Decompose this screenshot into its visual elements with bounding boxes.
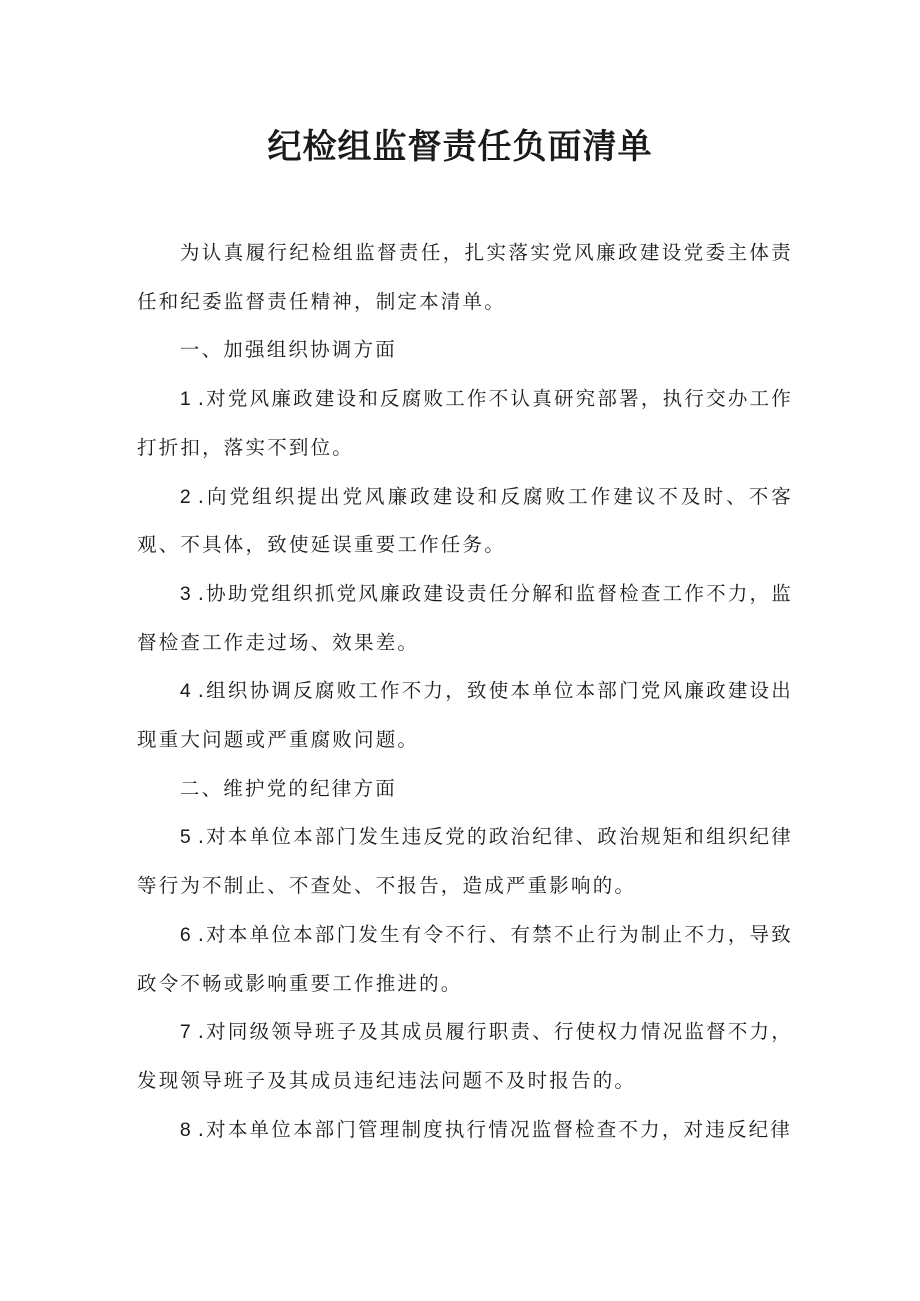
section-heading-2: 二、维护党的纪律方面 bbox=[179, 776, 397, 800]
item-text: .协助党组织抓党风廉政建设责任分解和监督检查工作不力，监督检查工作走过场、效果差。 bbox=[137, 581, 793, 654]
list-item bbox=[137, 570, 793, 667]
item-text: .组织协调反腐败工作不力，致使本单位本部门党风廉政建设出现重大问题或严重腐败问题。 bbox=[137, 679, 793, 752]
list-item bbox=[137, 473, 793, 570]
list-item bbox=[137, 1008, 793, 1105]
document-body bbox=[137, 229, 793, 1154]
item-text: .向党组织提出党风廉政建设和反腐败工作建议不及时、不客观、不具体，致使延误重要工作任务。 bbox=[137, 484, 793, 557]
item-number: 8 bbox=[179, 1118, 192, 1141]
list-item bbox=[137, 1106, 793, 1155]
item-number: 4 bbox=[179, 680, 192, 703]
item-number: 3 bbox=[179, 582, 192, 605]
list-item bbox=[137, 667, 793, 764]
item-number: 7 bbox=[179, 1021, 192, 1044]
section-heading-1: 一、加强组织协调方面 bbox=[179, 338, 397, 362]
item-text: .对本单位本部门发生有令不行、有禁不止行为制止不力，导致政令不畅或影响重要工作推进的。 bbox=[137, 922, 793, 995]
list-item bbox=[137, 375, 793, 472]
item-text: .对本单位本部门管理制度执行情况监督检查不力，对违反纪律 bbox=[197, 1117, 793, 1141]
item-number: 5 bbox=[179, 826, 192, 849]
list-item bbox=[137, 911, 793, 1008]
item-text: .对党风廉政建设和反腐败工作不认真研究部署，执行交办工作打折扣，落实不到位。 bbox=[137, 387, 793, 459]
item-number: 2 bbox=[179, 485, 192, 508]
list-item bbox=[137, 813, 793, 910]
item-number: 1 bbox=[179, 388, 192, 411]
page-title: 纪检组监督责任负面清单 bbox=[267, 127, 653, 167]
intro-paragraph: 为认真履行纪检组监督责任，扎实落实党风廉政建设党委主体责任和纪委监督责任精神，制定本清单。 bbox=[137, 241, 793, 313]
item-text: .对本单位本部门发生违反党的政治纪律、政治规矩和组织纪律等行为不制止、不查处、不报告，造成严重影响的。 bbox=[137, 825, 793, 898]
item-text: .对同级领导班子及其成员履行职责、行使权力情况监督不力，发现领导班子及其成员违纪违法问题不及时报告的。 bbox=[137, 1020, 793, 1092]
item-number: 6 bbox=[179, 923, 192, 946]
